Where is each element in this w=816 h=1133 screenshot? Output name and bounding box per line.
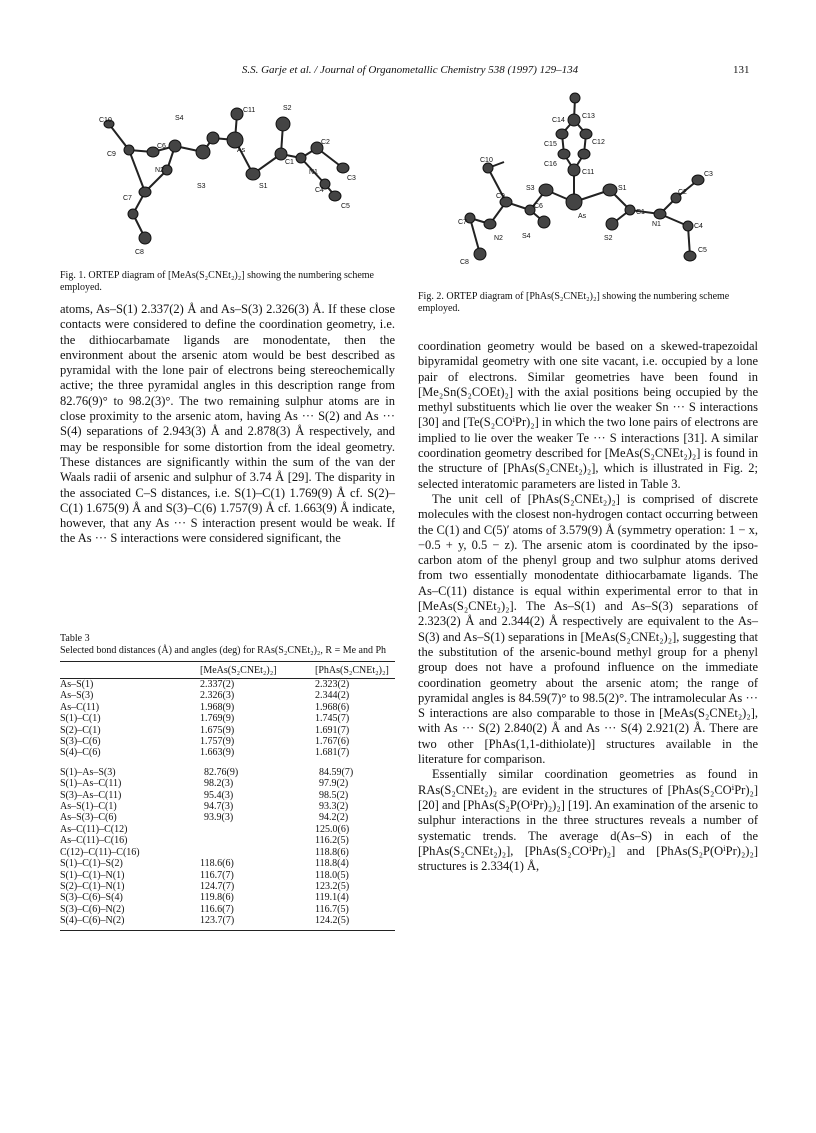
table-header-cell: [PhAs(S₂CNEt₂)₂] <box>315 662 395 679</box>
table-cell: 119.8(6) <box>200 892 234 904</box>
table-header-cell <box>60 662 200 679</box>
fig1-atom-label: S4 <box>175 115 184 122</box>
right-column-text <box>418 339 758 874</box>
fig2-atom-label: C5 <box>698 247 707 254</box>
table-row <box>60 759 395 778</box>
table-cell: S(1)–C(1)–N(1) <box>60 869 125 881</box>
page-number: 131 <box>733 64 750 76</box>
fig2-atom-label: C3 <box>704 171 713 178</box>
table-row <box>60 881 395 892</box>
table-cell: S(2)–C(1)–N(1) <box>60 880 125 892</box>
table-cell: 94.2(2) <box>319 812 349 824</box>
left-column-text <box>60 302 395 547</box>
fig2-atom-label: C13 <box>582 113 595 120</box>
fig2-atom-label: C4 <box>694 223 703 230</box>
fig1-atom-label: C5 <box>341 203 350 210</box>
caption-method: ORTEP <box>446 291 478 302</box>
table-row <box>60 702 395 713</box>
table-row <box>60 801 395 812</box>
fig1-atom-label: C10 <box>99 117 112 124</box>
table-row <box>60 713 395 724</box>
table-row <box>60 725 395 736</box>
table-row <box>60 870 395 881</box>
table-cell: 95.4(3) <box>204 789 234 801</box>
table-cell: 93.3(2) <box>319 801 349 813</box>
table-cell: 116.6(7) <box>200 903 234 915</box>
table-cell: 119.1(4) <box>315 892 349 904</box>
paragraph: The unit cell of [PhAs(S₂CNEt₂)₂] is comprised of discrete molecules with the closest non-hydrogen contact occurring between the C(1) and C(5)′ atoms of 3.579(9) Å (symmetry operation: 1 − x, −0.5 + y, 0.5 − z). The arsenic atom is coordinated by the ipso-carbon atom of the phenyl group and two sulphur atoms derived from two essentially monodentate dithiocarbamate ligands. The As–C(11) distance is equal within experimental error to that in [MeAs(S₂CNEt₂)₂]. The As–S(1) and As–S(3) separations of 2.323(2) Å and 2.344(2) Å respectively are equivalent to the As–S(3) and As–S(1) separations in [MeAs(S₂CNEt₂)₂], suggesting that the substitution of the arsenic-bound methyl group for a phenyl group does not have a profound influence on the immediate coordination geometry about the arsenic atom; the range of pyramidal angles is 84.59(7)° to 98.5(2)°. The intramolecular As ··· S interactions are also comparable to those in [MeAs(S₂CNEt₂)₂], with As ··· S(2) 2.840(2) Å and As ··· S(4) 2.921(2) Å. There are two other [PhAs(1,1-dithiolate)] structures available in the literature for comparison. <box>418 491 758 767</box>
fig2-atom-label: C10 <box>480 157 493 164</box>
running-header: S.S. Garje et al. / Journal of Organometallic Chemistry 538 (1997) 129–134 <box>241 64 579 76</box>
table-cell: 94.7(3) <box>204 801 234 813</box>
table-cell: 118.6(6) <box>200 858 234 870</box>
table-header-row <box>60 662 395 679</box>
table-row <box>60 835 395 846</box>
fig1-atom-label: C4 <box>315 187 324 194</box>
fig2-atom-label: As <box>578 213 587 220</box>
table-cell: S(1)–As–S(3) <box>60 766 116 778</box>
table-cell: As–C(11)–C(12) <box>60 823 128 835</box>
fig2-atom-label: S1 <box>618 185 627 192</box>
table-row <box>60 679 395 691</box>
fig1-atom-label: N1 <box>309 169 318 176</box>
table-cell: 116.7(7) <box>200 869 234 881</box>
table-cell: S(4)–C(6) <box>60 747 101 759</box>
table-cell: 1.663(9) <box>200 747 235 759</box>
table-cell: 2.344(2) <box>315 690 350 702</box>
table-row <box>60 747 395 758</box>
table-cell: 93.9(3) <box>204 812 234 824</box>
caption-text: diagram of [MeAs(S₂CNEt₂)₂] showing the numbering scheme employed. <box>60 270 374 293</box>
table-cell: 1.691(7) <box>315 724 350 736</box>
fig1-atom-label: S1 <box>259 183 268 190</box>
table-cell: As–C(11)–C(16) <box>60 835 128 847</box>
figure-2-caption <box>418 291 758 315</box>
fig2-atom-label: N2 <box>494 235 503 242</box>
table-cell: 98.2(3) <box>204 778 234 790</box>
table-cell: S(3)–As–C(11) <box>60 789 122 801</box>
table-cell: As–S(1) <box>60 679 94 690</box>
table-cell: As–S(3)–C(6) <box>60 812 117 824</box>
table-cell: 118.8(6) <box>315 846 349 858</box>
table-row <box>60 858 395 869</box>
table-cell: 124.2(5) <box>315 915 395 930</box>
table-cell: S(3)–C(6)–N(2) <box>60 903 125 915</box>
caption-label: Fig. 1. <box>60 270 86 281</box>
table-cell: 1.769(9) <box>200 713 235 725</box>
table-cell: 1.968(6) <box>315 701 350 713</box>
table-cell: 1.681(7) <box>315 747 350 759</box>
fig2-atom-label: C9 <box>496 193 505 200</box>
fig1-atom-label: C6 <box>157 143 166 150</box>
table-cell: S(3)–C(6) <box>60 736 101 748</box>
table-cell <box>200 847 315 858</box>
table-caption: Selected bond distances (Å) and angles (deg) for RAs(S₂CNEt₂)₂, R = Me and Ph <box>60 645 387 656</box>
table-header-cell: [MeAs(S₂CNEt₂)₂] <box>200 662 315 679</box>
table-cell: 1.767(6) <box>315 736 350 748</box>
table-cell: S(4)–C(6)–N(2) <box>60 915 200 930</box>
fig2-atom-label: S2 <box>604 235 613 242</box>
table-3 <box>60 633 395 931</box>
table-cell: As–C(11) <box>60 701 100 713</box>
table-cell: 118.0(5) <box>315 869 349 881</box>
table-row <box>60 847 395 858</box>
table-cell: 116.2(5) <box>315 835 349 847</box>
table-cell: 82.76(9) <box>204 766 239 778</box>
fig2-atom-label: C6 <box>534 203 543 210</box>
fig2-atom-label: C2 <box>678 189 687 196</box>
fig2-atom-label: S4 <box>522 233 531 240</box>
fig1-atom-label: C1 <box>285 159 294 166</box>
table-cell: 97.9(2) <box>319 778 349 790</box>
fig1-atom-label: C2 <box>321 139 330 146</box>
table-cell: 118.8(4) <box>315 858 349 870</box>
table-cell: 1.745(7) <box>315 713 350 725</box>
fig2-atom-label: C16 <box>544 161 557 168</box>
table-row <box>60 690 395 701</box>
fig1-atom-label: C7 <box>123 195 132 202</box>
table-cell: S(1)–C(1) <box>60 713 101 725</box>
table-cell: As–S(3) <box>60 690 94 702</box>
table-cell: As–S(1)–C(1) <box>60 801 117 813</box>
fig1-atom-label: C9 <box>107 151 116 158</box>
fig2-atom-label: C14 <box>552 117 565 124</box>
table-cell: 1.675(9) <box>200 724 235 736</box>
fig2-atom-label: C15 <box>544 141 557 148</box>
table-row <box>60 736 395 747</box>
fig1-atom-label: C3 <box>347 175 356 182</box>
table-cell: 98.5(2) <box>319 789 349 801</box>
fig2-atom-label: S3 <box>526 185 535 192</box>
table-cell: 125.0(6) <box>315 823 350 835</box>
paragraph: coordination geometry would be based on a skewed-trapezoidal bipyramidal geometry with one site vacant, i.e. occupied by a lone pair of electrons. Similar geometries have been found in [Me₂Sn(S₂COEt)₂] with the axial positions being occupied by the methyl substituents which lie over the weaker Sn ··· S interactions [30] and [Te(S₂COⁱPr)₂] in which the two lone pairs of electrons are implied to lie over the weaker Te ··· S interactions [31]. A similar coordination geometry described for [MeAs(S₂CNEt₂)₂] is found in the structure of [PhAs(S₂CNEt₂)₂], which is illustrated in Fig. 2; selected interatomic parameters are listed in Table 3. <box>418 339 758 491</box>
table-cell: 123.7(7) <box>200 915 315 930</box>
fig2-atom-label: C1 <box>636 209 645 216</box>
table-cell: 2.323(2) <box>315 679 350 690</box>
fig1-atom-label: C8 <box>135 249 144 256</box>
fig2-atom-label: C8 <box>460 259 469 266</box>
figure-2-ortep-diagram <box>440 90 730 290</box>
fig1-atom-label: As <box>237 147 246 154</box>
fig1-atom-label: S3 <box>197 183 206 190</box>
table-cell: C(12)–C(11)–C(16) <box>60 846 140 858</box>
table-cell: 116.7(5) <box>315 903 349 915</box>
table-cell: 84.59(7) <box>319 766 354 778</box>
table-cell <box>200 824 315 835</box>
table-row <box>60 915 395 930</box>
caption-label: Fig. 2. <box>418 291 444 302</box>
table-cell: 124.7(7) <box>200 880 235 892</box>
figure-1-ortep-diagram <box>95 92 375 262</box>
table-row <box>60 892 395 903</box>
table-cell: 123.2(5) <box>315 880 350 892</box>
paragraph: Essentially similar coordination geometries as found in RAs(S₂CNEt₂)₂ are evident in the structures of [PhAs(S₂COⁱPr)₂] [20] and [PhAs(S₂P(OⁱPr)₂)₂] [19]. An examination of the arsenic to sulphur interactions in the three structures reveals a number of systematic trends. The average d(As–S) in each of the [PhAs(S₂CNEt₂)₂], [PhAs(S₂COⁱPr)₂] and [PhAs(S₂P(OⁱPr)₂)₂] structures is 2.334(1) Å, <box>418 767 758 874</box>
table-row <box>60 812 395 823</box>
figure-1-caption <box>60 270 395 294</box>
table-cell: 1.968(9) <box>200 701 235 713</box>
table-cell: 1.757(9) <box>200 736 235 748</box>
table-cell <box>200 835 315 846</box>
fig1-atom-label: C11 <box>243 107 256 114</box>
table-cell: 2.326(3) <box>200 690 235 702</box>
table-row <box>60 904 395 915</box>
table-cell: 2.337(2) <box>200 679 235 690</box>
table-cell: S(1)–C(1)–S(2) <box>60 858 123 870</box>
bond-parameters-table <box>60 661 395 931</box>
table-row <box>60 790 395 801</box>
table-cell: S(1)–As–C(11) <box>60 778 122 790</box>
table-row <box>60 824 395 835</box>
fig1-atom-label: S2 <box>283 105 292 112</box>
fig2-atom-label: C11 <box>582 169 595 176</box>
fig2-atom-label: C12 <box>592 139 605 146</box>
table-cell: S(2)–C(1) <box>60 724 101 736</box>
fig1-atom-label: N2 <box>155 167 164 174</box>
caption-text: diagram of [PhAs(S₂CNEt₂)₂] showing the numbering scheme employed. <box>418 291 730 314</box>
fig2-atom-label: C7 <box>458 219 467 226</box>
table-title: Table 3 <box>60 633 90 644</box>
table-row <box>60 778 395 789</box>
fig2-atom-label: N1 <box>652 221 661 228</box>
table-cell: S(3)–C(6)–S(4) <box>60 892 123 904</box>
caption-method: ORTEP <box>88 270 120 281</box>
paragraph: atoms, As–S(1) 2.337(2) Å and As–S(3) 2.326(3) Å. If these close contacts were considered to define the coordination geometry, i.e. the dithiocarbamate ligands are monodentate, then the environment about the arsenic atom would be best described as pyramidal with the lone pair of electrons being stereochemically active; the three pyramidal angles in this description range from 82.76(9)° to 98.2(3)°. The two remaining sulphur atoms are in close proximity to the arsenic atom, having As ··· S(2) and As ··· S(4) separations of 2.943(3) Å and 2.878(3) Å respectively, and may be responsible for some distortion from the ideal geometry. These distances are significantly within the sum of the van der Waals radii of arsenic and sulphur of 3.74 Å [29]. The disparity in the associated C–S distances, i.e. S(1)–C(1) 1.769(9) Å cf. S(2)–C(1) 1.675(9) Å and S(3)–C(6) 1.757(9) Å cf. 1.663(9) Å indicate, however, that any As ··· S interaction present would be weak. If the As ··· S interactions were considered significant, the <box>60 302 395 546</box>
